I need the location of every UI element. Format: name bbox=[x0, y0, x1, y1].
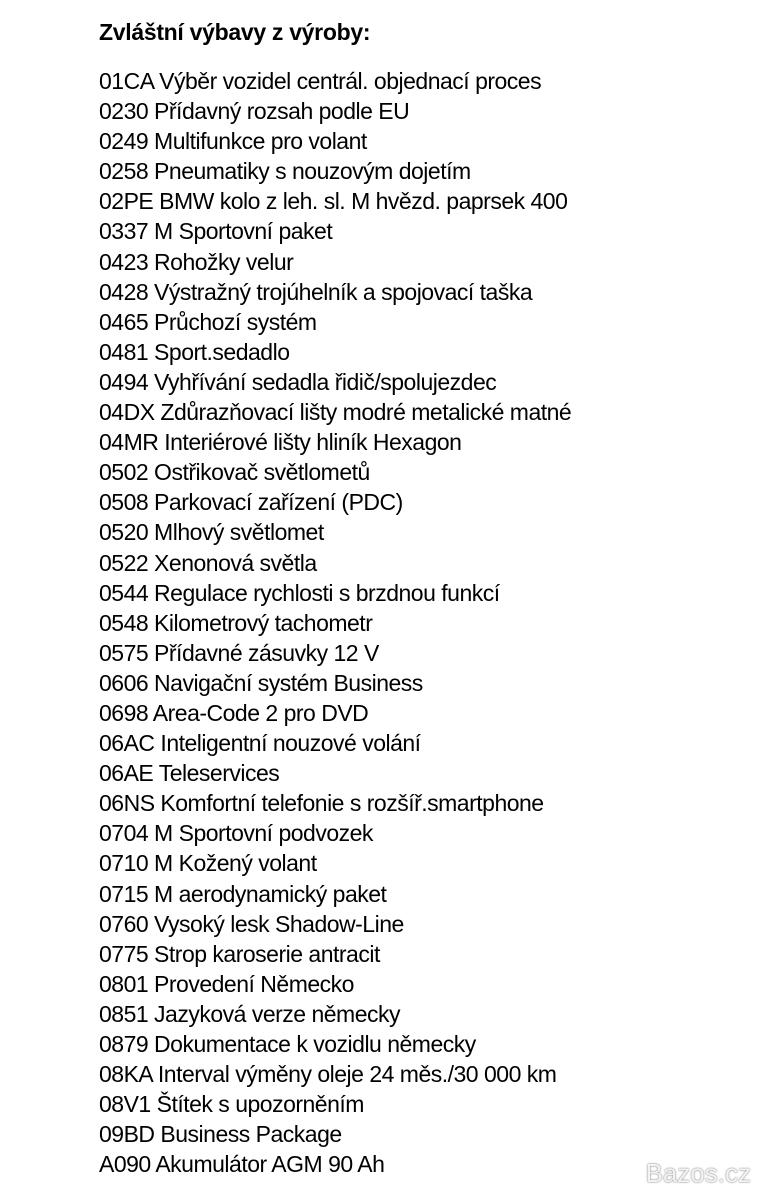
list-item: A090 Akumulátor AGM 90 Ah bbox=[99, 1151, 385, 1178]
list-item: 0258 Pneumatiky s nouzovým dojetím bbox=[99, 158, 471, 185]
list-item: 08KA Interval výměny oleje 24 měs./30 000 km bbox=[99, 1061, 557, 1088]
list-item: 09BD Business Package bbox=[99, 1121, 342, 1148]
list-item: 01CA Výběr vozidel centrál. objednací proces bbox=[99, 68, 542, 94]
list-item: 0606 Navigační systém Business bbox=[99, 669, 423, 696]
list-item: 0548 Kilometrový tachometr bbox=[99, 609, 373, 636]
list-item: 06NS Komfortní telefonie s rozšíř.smartphone bbox=[99, 790, 544, 817]
list-item: 02PE BMW kolo z leh. sl. M hvězd. paprsek 400 bbox=[99, 188, 568, 215]
list-item: 0575 Přídavné zásuvky 12 V bbox=[99, 639, 379, 666]
list-item: 0851 Jazyková verze německy bbox=[99, 1000, 400, 1027]
list-item: 0520 Mlhový světlomet bbox=[99, 519, 324, 546]
list-item: 0465 Průchozí systém bbox=[99, 308, 317, 335]
list-item: 0502 Ostřikovač světlometů bbox=[99, 459, 370, 486]
list-item: 0230 Přídavný rozsah podle EU bbox=[99, 98, 410, 125]
list-item: 0544 Regulace rychlosti s brzdnou funkcí bbox=[99, 579, 500, 606]
list-item: 08V1 Štítek s upozorněním bbox=[99, 1091, 364, 1118]
list-item: 0710 M Kožený volant bbox=[99, 850, 317, 877]
equipment-list bbox=[99, 66, 739, 1179]
list-item: 0715 M aerodynamický paket bbox=[99, 880, 387, 907]
list-item: 0522 Xenonová světla bbox=[99, 549, 317, 576]
list-item: 0801 Provedení Německo bbox=[99, 970, 354, 997]
watermark-text: Bazos.cz bbox=[645, 1157, 751, 1188]
document bbox=[99, 14, 739, 1179]
title-spacer bbox=[99, 50, 739, 66]
at-sign-icon bbox=[586, 1156, 642, 1190]
list-item: 06AE Teleservices bbox=[99, 760, 280, 787]
list-item: 0494 Vyhřívání sedadla řidič/spolujezdec bbox=[99, 368, 497, 395]
list-item: 04MR Interiérové lišty hliník Hexagon bbox=[99, 429, 462, 456]
list-item: 0760 Vysoký lesk Shadow-Line bbox=[99, 910, 404, 937]
list-item: 0428 Výstražný trojúhelník a spojovací taška bbox=[99, 278, 533, 305]
document-title: Zvláštní výbavy z výroby: bbox=[99, 19, 371, 45]
list-item: 0249 Multifunkce pro volant bbox=[99, 128, 367, 155]
list-item: 0698 Area-Code 2 pro DVD bbox=[99, 699, 369, 726]
list-item: 0423 Rohožky velur bbox=[99, 248, 294, 275]
list-item: 06AC Inteligentní nouzové volání bbox=[99, 730, 421, 757]
list-item: 0879 Dokumentace k vozidlu německy bbox=[99, 1031, 476, 1057]
watermark bbox=[586, 1156, 752, 1190]
list-item: 0481 Sport.sedadlo bbox=[99, 338, 290, 365]
list-item: 0337 M Sportovní paket bbox=[99, 218, 333, 245]
list-item: 0775 Strop karoserie antracit bbox=[99, 940, 380, 967]
list-item: 04DX Zdůrazňovací lišty modré metalické matné bbox=[99, 399, 572, 426]
list-item: 0704 M Sportovní podvozek bbox=[99, 820, 373, 847]
list-item: 0508 Parkovací zařízení (PDC) bbox=[99, 489, 403, 516]
